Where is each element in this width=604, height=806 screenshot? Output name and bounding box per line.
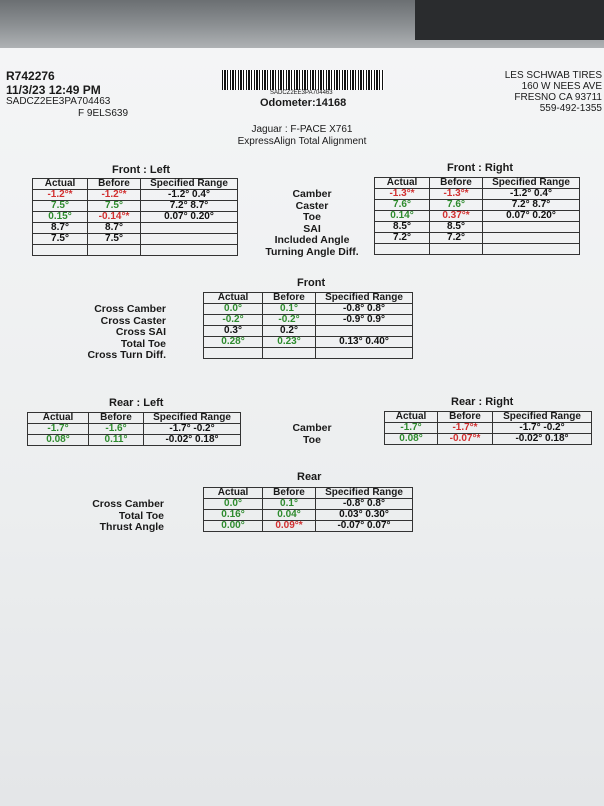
- cell-actual: -1.7°: [28, 424, 89, 435]
- cell-range: 0.07° 0.20°: [141, 212, 238, 223]
- col-actual: Actual: [375, 178, 430, 189]
- cell-actual: 7.5°: [33, 234, 88, 245]
- shop-info: [505, 70, 602, 114]
- label-rear-toe: Toe: [303, 433, 321, 446]
- ro-number: R742276: [6, 69, 55, 83]
- label-thrust-angle: Thrust Angle: [99, 521, 164, 533]
- cell-range: [141, 223, 238, 234]
- table-row: [33, 234, 238, 245]
- cell-range: [141, 234, 238, 245]
- table-row: [204, 304, 413, 315]
- col-range: Specified Range: [316, 293, 413, 304]
- cell-before: 0.1°: [263, 499, 316, 510]
- cell-range: [316, 348, 413, 359]
- cell-range: [483, 222, 580, 233]
- barcode-text: SADCZ2EE3PA704463: [270, 90, 333, 96]
- table-row: [33, 190, 238, 201]
- cell-actual: 0.16°: [204, 510, 263, 521]
- cell-actual: -0.2°: [204, 315, 263, 326]
- front-labels: [262, 189, 362, 258]
- table-row: [375, 211, 580, 222]
- label-cross-turn-diff: Cross Turn Diff.: [87, 349, 166, 361]
- front-right-table: [374, 177, 580, 255]
- cell-actual: 7.6°: [375, 200, 430, 211]
- cell-before: 0.37°*: [430, 211, 483, 222]
- label-total-toe: Total Toe: [120, 337, 166, 350]
- table-row: [28, 424, 241, 435]
- col-range: Specified Range: [141, 179, 238, 190]
- cell-range: [141, 245, 238, 256]
- vehicle-info: [0, 124, 604, 148]
- cell-before: 0.11°: [89, 435, 144, 446]
- cell-before: 0.1°: [263, 304, 316, 315]
- cell-before: 7.5°: [88, 201, 141, 212]
- cell-range: 0.07° 0.20°: [483, 211, 580, 222]
- col-before: Before: [88, 179, 141, 190]
- front-right-title: Front : Right: [447, 162, 513, 174]
- cell-before: 8.7°: [88, 223, 141, 234]
- table-row: [33, 245, 238, 256]
- vin-barcode: [222, 70, 384, 90]
- col-actual: Actual: [204, 293, 263, 304]
- label-turning-angle-diff: Turning Angle Diff.: [265, 245, 359, 258]
- cell-range: -1.7° -0.2°: [493, 423, 592, 434]
- cell-actual: 0.3°: [204, 326, 263, 337]
- front-cross-labels: [70, 304, 166, 362]
- label-sai: SAI: [303, 222, 321, 235]
- license-plate: F 9ELS639: [78, 108, 129, 119]
- cell-range: -0.9° 0.9°: [316, 315, 413, 326]
- col-before: Before: [438, 412, 493, 423]
- table-row: [204, 521, 413, 532]
- cell-actual: -1.3°*: [375, 189, 430, 200]
- col-actual: Actual: [28, 413, 89, 424]
- rear-cross-labels: [70, 499, 164, 534]
- table-row: [204, 337, 413, 348]
- shop-name: LES SCHWAB TIRES: [504, 70, 602, 81]
- label-total-toe: Total Toe: [118, 509, 164, 522]
- cell-before: -0.07°*: [438, 434, 493, 445]
- cell-range: -1.2° 0.4°: [483, 189, 580, 200]
- cell-actual: -1.2°*: [33, 190, 88, 201]
- cell-before: 0.04°: [263, 510, 316, 521]
- cell-actual: 0.0°: [204, 304, 263, 315]
- background-monitor: [415, 0, 604, 40]
- cell-before: -1.7°*: [438, 423, 493, 434]
- label-camber: Camber: [292, 188, 332, 200]
- cell-range: 0.03° 0.30°: [316, 510, 413, 521]
- col-before: Before: [430, 178, 483, 189]
- label-cross-camber: Cross Camber: [94, 303, 166, 315]
- cell-before: -1.2°*: [88, 190, 141, 201]
- table-row: [204, 348, 413, 359]
- col-range: Specified Range: [144, 413, 241, 424]
- label-toe: Toe: [303, 211, 321, 223]
- cell-actual: 0.0°: [204, 499, 263, 510]
- front-left-title: Front : Left: [112, 164, 171, 176]
- col-range: Specified Range: [493, 412, 592, 423]
- cell-before: -0.2°: [263, 315, 316, 326]
- rear-left-table: [27, 412, 241, 446]
- cell-range: [483, 233, 580, 244]
- cell-actual: 8.5°: [375, 222, 430, 233]
- cell-range: -0.07° 0.07°: [316, 521, 413, 532]
- cell-before: -1.6°: [89, 424, 144, 435]
- cell-range: -0.02° 0.18°: [493, 434, 592, 445]
- cell-before: 0.09°*: [263, 521, 316, 532]
- table-row: [204, 326, 413, 337]
- table-row: [375, 222, 580, 233]
- cell-actual: 0.00°: [204, 521, 263, 532]
- table-row: [204, 499, 413, 510]
- table-row: [385, 434, 592, 445]
- col-actual: Actual: [33, 179, 88, 190]
- cell-actual: [204, 348, 263, 359]
- cell-actual: 7.5°: [33, 201, 88, 212]
- front-left-table: [32, 178, 238, 256]
- table-row: [375, 244, 580, 255]
- cell-before: 7.2°: [430, 233, 483, 244]
- service-name: ExpressAlign Total Alignment: [237, 136, 367, 147]
- cell-before: 0.23°: [263, 337, 316, 348]
- table-row: [375, 200, 580, 211]
- datetime: 11/3/23 12:49 PM: [6, 83, 101, 97]
- cell-before: 0.2°: [263, 326, 316, 337]
- vin: SADCZ2EE3PA704463: [6, 96, 111, 107]
- cell-before: [430, 244, 483, 255]
- table-row: [28, 435, 241, 446]
- table-row: [204, 315, 413, 326]
- table-row: [375, 189, 580, 200]
- cell-range: -0.8° 0.8°: [316, 304, 413, 315]
- rear-table: [203, 487, 413, 532]
- cell-actual: 0.08°: [28, 435, 89, 446]
- label-cross-caster: Cross Caster: [100, 314, 166, 327]
- cell-range: -0.8° 0.8°: [316, 499, 413, 510]
- rear-left-title: Rear : Left: [109, 397, 164, 409]
- cell-actual: 0.28°: [204, 337, 263, 348]
- cell-before: 7.5°: [88, 234, 141, 245]
- col-before: Before: [89, 413, 144, 424]
- label-included-angle: Included Angle: [274, 234, 350, 246]
- cell-range: 7.2° 8.7°: [483, 200, 580, 211]
- col-actual: Actual: [385, 412, 438, 423]
- cell-actual: 0.15°: [33, 212, 88, 223]
- table-row: [375, 233, 580, 244]
- shop-street: 160 W NEES AVE: [521, 81, 602, 92]
- cell-before: 7.6°: [430, 200, 483, 211]
- cell-range: 7.2° 8.7°: [141, 201, 238, 212]
- label-caster: Caster: [295, 199, 329, 212]
- col-before: Before: [263, 488, 316, 499]
- odometer: Odometer:14168: [260, 97, 347, 109]
- col-actual: Actual: [204, 488, 263, 499]
- cell-before: [263, 348, 316, 359]
- cell-actual: [33, 245, 88, 256]
- cell-before: -0.14°*: [88, 212, 141, 223]
- table-row: [33, 212, 238, 223]
- col-range: Specified Range: [316, 488, 413, 499]
- cell-range: -0.02° 0.18°: [144, 435, 241, 446]
- table-row: [33, 223, 238, 234]
- table-row: [204, 510, 413, 521]
- cell-range: -1.2° 0.4°: [141, 190, 238, 201]
- cell-range: [483, 244, 580, 255]
- cell-range: 0.13° 0.40°: [316, 337, 413, 348]
- col-before: Before: [263, 293, 316, 304]
- cell-before: -1.3°*: [430, 189, 483, 200]
- cell-actual: 0.08°: [385, 434, 438, 445]
- cell-range: -1.7° -0.2°: [144, 424, 241, 435]
- cell-actual: -1.7°: [385, 423, 438, 434]
- table-row: [33, 201, 238, 212]
- table-row: [385, 423, 592, 434]
- cell-before: [88, 245, 141, 256]
- cell-before: 8.5°: [430, 222, 483, 233]
- label-cross-camber: Cross Camber: [92, 498, 164, 510]
- cell-range: [316, 326, 413, 337]
- shop-city: FRESNO CA 93711: [514, 92, 602, 103]
- rear-title: Rear: [297, 471, 322, 483]
- cell-actual: [375, 244, 430, 255]
- cell-actual: 8.7°: [33, 223, 88, 234]
- label-rear-camber: Camber: [292, 422, 332, 434]
- col-range: Specified Range: [483, 178, 580, 189]
- front-title: Front: [297, 277, 326, 289]
- rear-right-table: [384, 411, 592, 445]
- cell-actual: 7.2°: [375, 233, 430, 244]
- label-cross-sai: Cross SAI: [115, 326, 166, 338]
- rear-right-title: Rear : Right: [451, 396, 514, 408]
- shop-phone: 559-492-1355: [539, 103, 602, 114]
- cell-actual: 0.14°: [375, 211, 430, 222]
- front-table: [203, 292, 413, 359]
- vehicle-name: Jaguar : F-PACE X761: [251, 124, 353, 135]
- rear-labels: [276, 423, 348, 446]
